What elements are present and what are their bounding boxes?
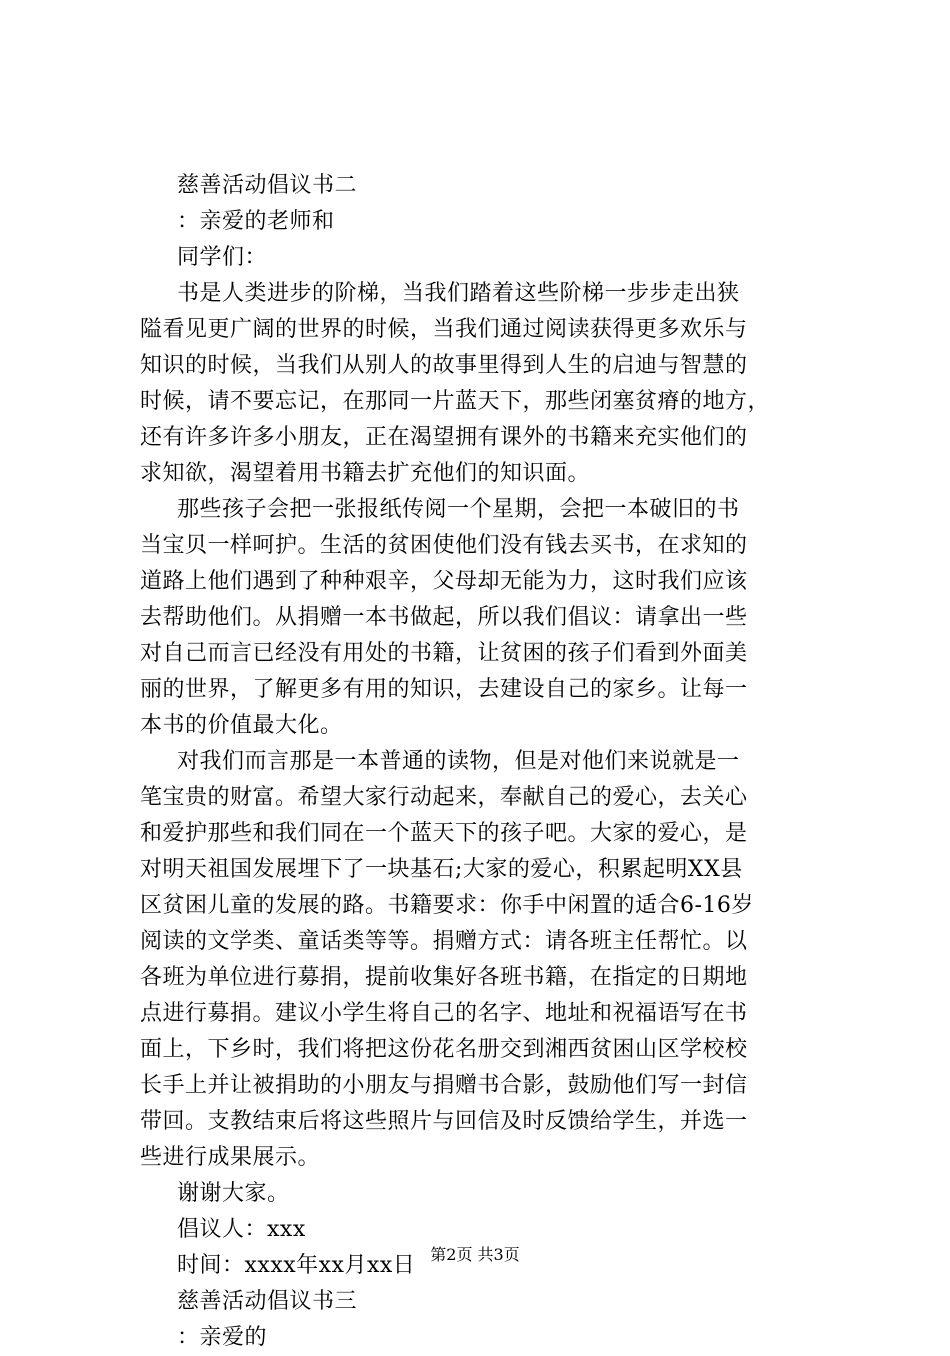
text-line: 对自己而言已经没有用处的书籍，让贫困的孩子们看到外面美 — [140, 641, 748, 666]
text-line: 同学们： — [177, 245, 268, 270]
text-line: 那些孩子会把一张报纸传阅一个星期，会把一本破旧的书 — [177, 497, 740, 522]
text-line: 去帮助他们。从捐赠一本书做起，所以我们倡议：请拿出一些 — [140, 605, 748, 630]
text-line: 区贫困儿童的发展的路。书籍要求：你手中闲置的适合6-16岁 — [140, 893, 754, 918]
text-line: 些进行成果展示。 — [140, 1145, 321, 1170]
text-line: 隘看见更广阔的世界的时候，当我们通过阅读获得更多欢乐与 — [140, 317, 748, 342]
text-line: ：亲爱的老师和 — [177, 209, 335, 234]
text-line: 对明天祖国发展埋下了一块基石;大家的爱心，积累起明XX县 — [140, 857, 743, 882]
text-line: 时间：xxxx年xx月xx日 — [177, 1253, 416, 1278]
text-line: 知识的时候，当我们从别人的故事里得到人生的启迪与智慧的 — [140, 353, 748, 378]
text-line: 倡议人：xxx — [177, 1217, 306, 1242]
text-line: 各班为单位进行募捐，提前收集好各班书籍，在指定的日期地 — [140, 965, 748, 990]
text-line: 笔宝贵的财富。希望大家行动起来，奉献自己的爱心，去关心 — [140, 785, 748, 810]
text-line: 道路上他们遇到了种种艰辛，父母却无能为力，这时我们应该 — [140, 569, 748, 594]
text-line: 谢谢大家。 — [177, 1181, 290, 1206]
text-line: 和爱护那些和我们同在一个蓝天下的孩子吧。大家的爱心，是 — [140, 821, 748, 846]
text-line: 慈善活动倡议书三 — [177, 1289, 358, 1314]
text-line: 带回。支教结束后将这些照片与回信及时反馈给学生，并选一 — [140, 1109, 748, 1134]
text-line: 对我们而言那是一本普通的读物，但是对他们来说就是一 — [177, 749, 740, 774]
text-line: 长手上并让被捐助的小朋友与捐赠书合影，鼓励他们写一封信 — [140, 1073, 748, 1098]
document-body — [140, 168, 840, 1356]
text-line: 书是人类进步的阶梯，当我们踏着这些阶梯一步步走出狭 — [177, 281, 740, 306]
text-line: 面上，下乡时，我们将把这份花名册交到湘西贫困山区学校校 — [140, 1037, 748, 1062]
text-line: 阅读的文学类、童话类等等。捐赠方式：请各班主任帮忙。以 — [140, 929, 748, 954]
text-line: 慈善活动倡议书二 — [177, 173, 358, 198]
text-line: 求知欲，渴望着用书籍去扩充他们的知识面。 — [140, 461, 591, 486]
text-line: 本书的价值最大化。 — [140, 713, 343, 738]
text-line: 还有许多许多小朋友，正在渴望拥有课外的书籍来充实他们的 — [140, 425, 748, 450]
text-line: 时候，请不要忘记，在那同一片蓝天下，那些闭塞贫瘠的地方， — [140, 389, 771, 414]
text-line: 当宝贝一样呵护。生活的贫困使他们没有钱去买书，在求知的 — [140, 533, 748, 558]
text-line: ：亲爱的 — [177, 1325, 268, 1350]
text-line: 点进行募捐。建议小学生将自己的名字、地址和祝福语写在书 — [140, 1001, 748, 1026]
text-line: 丽的世界，了解更多有用的知识，去建设自己的家乡。让每一 — [140, 677, 748, 702]
page-footer: 第2页 共3页 — [430, 1245, 520, 1264]
